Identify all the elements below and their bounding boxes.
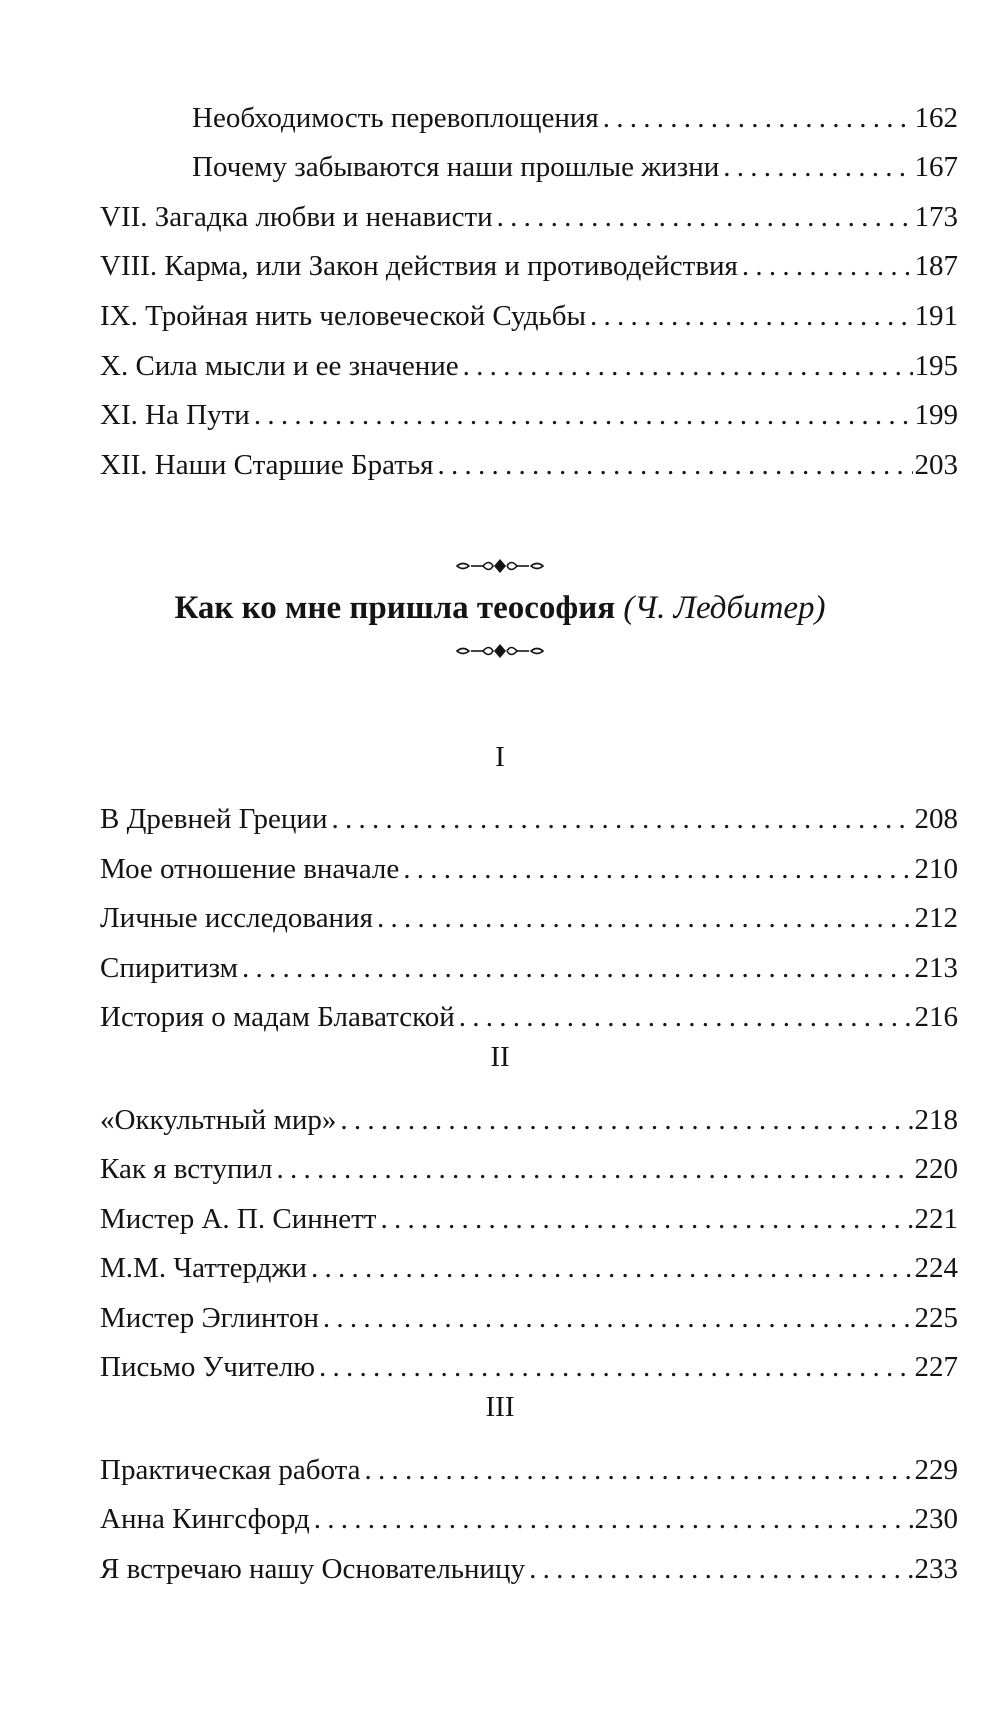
dot-leader xyxy=(242,951,913,985)
toc-entry xyxy=(100,1186,958,1236)
toc-entry-page: 221 xyxy=(914,1203,958,1235)
dot-leader xyxy=(742,249,913,283)
dot-leader xyxy=(340,1103,912,1137)
dot-leader xyxy=(331,802,912,836)
toc-entry xyxy=(100,1087,958,1137)
toc-entry-title: Личные исследования xyxy=(100,902,373,934)
toc-entry-page: 225 xyxy=(914,1302,958,1334)
toc-entry-title: VII. Загадка любви и ненависти xyxy=(100,201,493,233)
part-numeral: II xyxy=(490,1041,510,1073)
toc-entry-page: 233 xyxy=(914,1553,958,1585)
toc-entry-page: 212 xyxy=(914,902,958,934)
dot-leader xyxy=(323,1301,913,1335)
toc-entry-page: 216 xyxy=(914,1001,958,1033)
dot-leader xyxy=(603,101,913,135)
toc-entry-page: 162 xyxy=(914,102,958,134)
toc-entry-page: 191 xyxy=(914,300,958,332)
toc-entry-page: 167 xyxy=(914,151,958,183)
dot-leader xyxy=(459,1000,913,1034)
toc-entry xyxy=(100,1334,958,1384)
toc-entry-page: 195 xyxy=(914,350,958,382)
toc-entry-title: Мое отношение вначале xyxy=(100,853,400,885)
toc-entry-page: 224 xyxy=(914,1252,958,1284)
toc-entry xyxy=(100,382,958,432)
toc-entry xyxy=(100,1285,958,1335)
toc-entry-title: Необходимость перевоплощения xyxy=(192,102,599,134)
toc-entry xyxy=(100,935,958,985)
toc-entry xyxy=(100,1536,958,1586)
toc-entry-title: М.М. Чаттерджи xyxy=(100,1252,307,1284)
dot-leader xyxy=(311,1251,913,1285)
dot-leader xyxy=(276,1152,912,1186)
toc-entry-page: 227 xyxy=(914,1351,958,1383)
toc-entry-title: Почему забываются наши прошлые жизни xyxy=(192,151,720,183)
toc-entry-title: «Оккультный мир» xyxy=(100,1104,337,1136)
dot-leader xyxy=(438,448,913,482)
toc-entry xyxy=(100,184,958,234)
dot-leader xyxy=(497,200,913,234)
toc-entry-page: 187 xyxy=(914,250,958,282)
toc-entry-page: 230 xyxy=(914,1503,958,1535)
toc-entry xyxy=(100,333,958,383)
toc-entry-page: 208 xyxy=(914,803,958,835)
toc-entry xyxy=(100,283,958,333)
dot-leader xyxy=(403,852,912,886)
dot-leader xyxy=(314,1502,913,1536)
part-numeral: III xyxy=(485,1391,515,1423)
toc-entry-title: Как я вступил xyxy=(100,1153,273,1185)
section-heading xyxy=(0,588,1000,628)
toc-entry xyxy=(100,885,958,935)
dot-leader xyxy=(529,1552,912,1586)
toc-entry-title: VIII. Карма, или Закон действия и противодействия xyxy=(100,250,738,282)
toc-entry-title: Спиритизм xyxy=(100,952,238,984)
toc-entry xyxy=(192,85,958,135)
ornament-bottom-icon xyxy=(0,641,1000,665)
toc-entry-title: Я встречаю нашу Основательницу xyxy=(100,1553,526,1585)
toc-entry-title: XI. На Пути xyxy=(100,399,250,431)
toc-entry-page: 173 xyxy=(914,201,958,233)
toc-entry xyxy=(192,134,958,184)
toc-entry xyxy=(100,1437,958,1487)
toc-entry-title: В Древней Греции xyxy=(100,803,328,835)
toc-entry-page: 210 xyxy=(914,853,958,885)
toc-entry xyxy=(100,1235,958,1285)
toc-entry-page: 203 xyxy=(914,449,958,481)
toc-entry-title: Мистер Эглинтон xyxy=(100,1302,319,1334)
toc-entry-title: История о мадам Блаватской xyxy=(100,1001,455,1033)
toc-entry-title: X. Сила мысли и ее значение xyxy=(100,350,459,382)
ornament-top-icon xyxy=(0,556,1000,580)
dot-leader xyxy=(254,398,913,432)
section-title: Как ко мне пришла теософия xyxy=(174,590,616,626)
toc-entry xyxy=(100,836,958,886)
toc-entry-page: 220 xyxy=(914,1153,958,1185)
toc-entry-page: 199 xyxy=(914,399,958,431)
dot-leader xyxy=(319,1350,913,1384)
toc-entry-title: Письмо Учителю xyxy=(100,1351,315,1383)
toc-entry-page: 218 xyxy=(914,1104,958,1136)
toc-entry-title: Практическая работа xyxy=(100,1454,361,1486)
dot-leader xyxy=(723,150,912,184)
toc-entry-page: 213 xyxy=(914,952,958,984)
toc-entry xyxy=(100,1136,958,1186)
toc-entry xyxy=(100,1486,958,1536)
toc-entry xyxy=(100,432,958,482)
dot-leader xyxy=(365,1453,913,1487)
toc-entry-title: IX. Тройная нить человеческой Судьбы xyxy=(100,300,586,332)
toc-entry xyxy=(100,233,958,283)
dot-leader xyxy=(590,299,913,333)
dot-leader xyxy=(463,349,913,383)
toc-entry-title: XII. Наши Старшие Братья xyxy=(100,449,434,481)
toc-entry-title: Мистер А. П. Синнетт xyxy=(100,1203,377,1235)
section-author: (Ч. Ледбитер) xyxy=(623,590,826,626)
toc-entry xyxy=(100,984,958,1034)
dot-leader xyxy=(380,1202,912,1236)
dot-leader xyxy=(377,901,913,935)
toc-entry-page: 229 xyxy=(914,1454,958,1486)
toc-entry-title: Анна Кингсфорд xyxy=(100,1503,310,1535)
part-numeral: I xyxy=(495,741,505,773)
toc-entry xyxy=(100,786,958,836)
